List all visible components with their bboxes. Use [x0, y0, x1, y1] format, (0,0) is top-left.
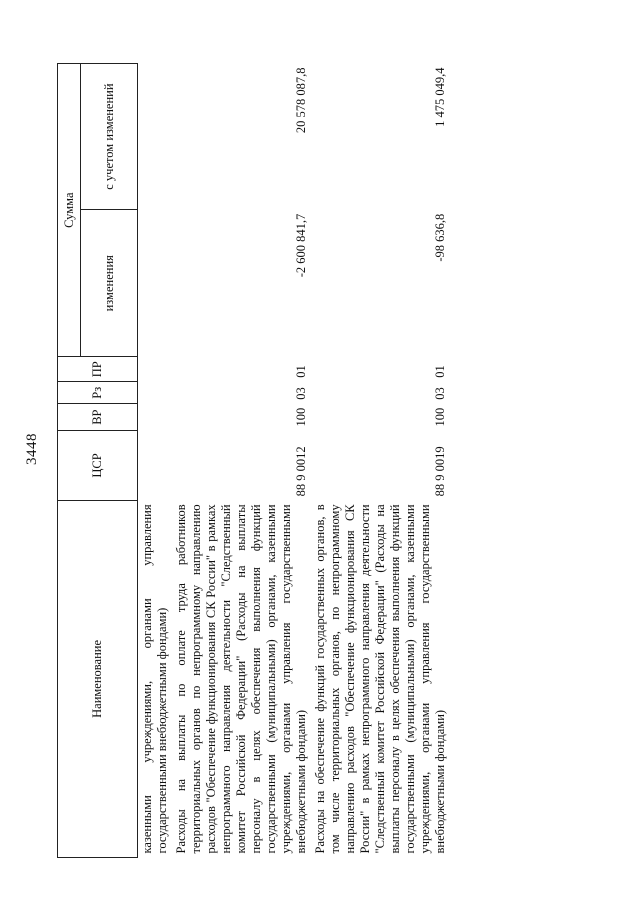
table-header [58, 64, 138, 858]
header-rz: Рз [58, 382, 138, 404]
row-name: Расходы на выплаты по оплате труда работников территориальных органов по непрограммному направлению расходов "Обеспечение функционирования СК России" в рамках непрограммного направления деятельности "Следственный комитет Российской Федерации" (Расходы на выплаты персоналу в целях обеспечения выполнения функций государственными (муниципальными) органами, казенными учреждениями, органами управления государственными внебюджетными фондами) [174, 504, 308, 854]
row-vr: 100 [294, 407, 308, 427]
row-total: 20 578 087,8 [294, 67, 308, 134]
row-change: -2 600 841,7 [294, 213, 308, 278]
header-name: Наименование [58, 500, 138, 857]
row-pr: 01 [433, 365, 447, 378]
row-rz: 03 [294, 387, 308, 400]
header-with-change: с учетом изменений [81, 64, 138, 210]
row-pr [138, 357, 173, 382]
row-rz [138, 382, 173, 404]
row-vr: 100 [433, 407, 447, 427]
row-vr [138, 404, 173, 431]
table-body [138, 64, 451, 858]
page-number: 3448 [24, 433, 40, 465]
table-row [311, 64, 450, 858]
header-sum: Сумма [58, 64, 81, 357]
row-csr [138, 431, 173, 501]
row-total: 1 475 049,4 [433, 67, 447, 127]
header-vr: ВР [58, 404, 138, 431]
header-change: изменения [81, 210, 138, 357]
row-total [138, 64, 173, 210]
table-row [138, 64, 173, 858]
row-change [138, 210, 173, 357]
row-change: -98 636,8 [433, 213, 447, 262]
budget-table [57, 63, 450, 858]
row-name: казенными учреждениями, органами управления государственными внебюджетными фондами) [140, 504, 169, 854]
table-row [172, 64, 311, 858]
header-csr: ЦСР [58, 431, 138, 501]
row-name: Расходы на обеспечение функций государственных органов, в том числе территориальных органов, по непрограммному направлению расходов "Обеспечение функционирования СК России" в рамках непрограммного направления деятельности "Следственный комитет Российской Федерации" (Расходы на выплаты персоналу в целях обеспечения выполнения функций государственными (муниципальными) органами, казенными учреждениями, органами управления государственными внебюджетными фондами) [313, 504, 447, 854]
row-csr: 88 9 0019 [433, 446, 447, 497]
header-pr: ПР [58, 357, 138, 382]
row-pr: 01 [294, 365, 308, 378]
row-csr: 88 9 0012 [294, 446, 308, 497]
row-rz: 03 [433, 387, 447, 400]
